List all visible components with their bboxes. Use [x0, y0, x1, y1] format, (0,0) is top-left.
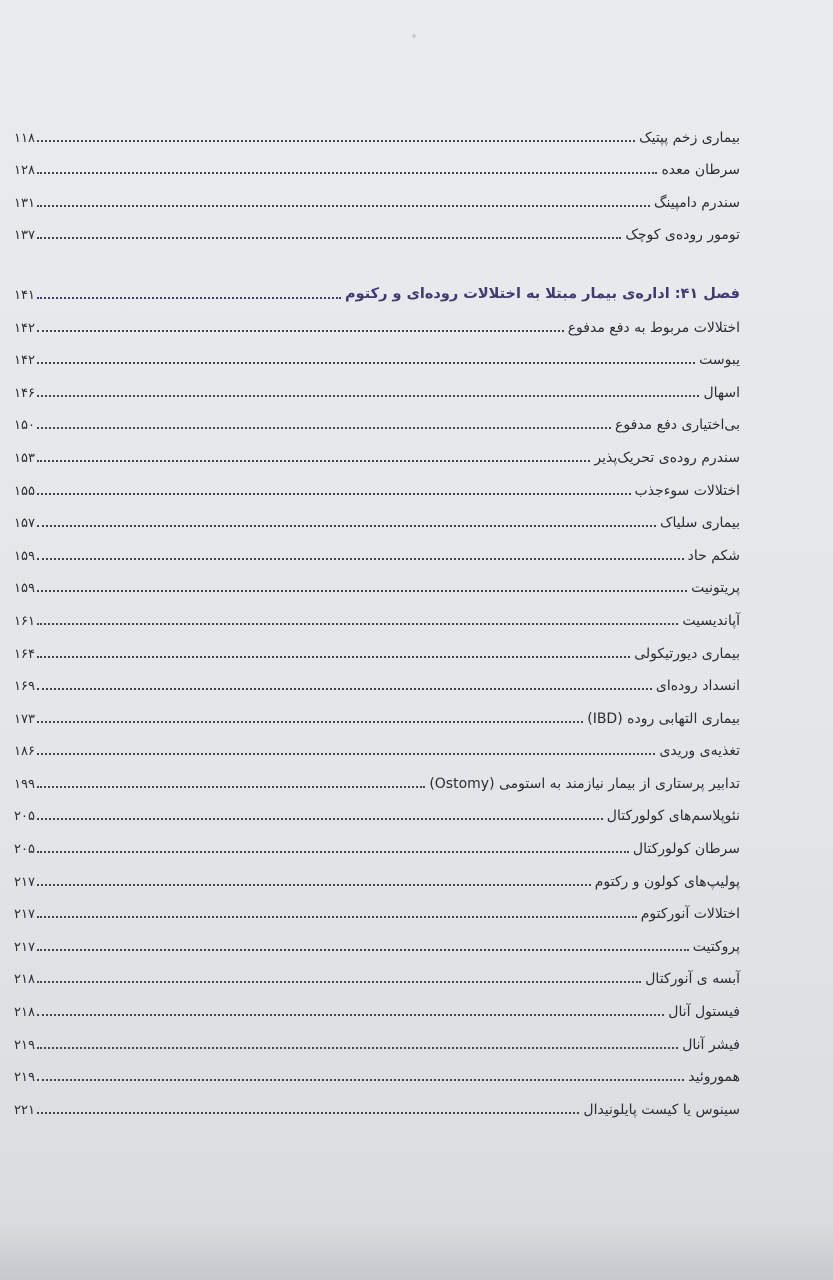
page-number: ۲۰۵	[14, 842, 35, 858]
toc-entry	[14, 856, 740, 889]
page-number: ۱۴۶	[14, 385, 35, 401]
toc-entry	[14, 661, 740, 694]
dot-leader	[37, 884, 591, 886]
page-number: ۱۵۹	[14, 581, 35, 597]
page-number: ۱۳۱	[14, 195, 35, 211]
entry-title: اسهال	[703, 384, 740, 401]
entry-title: سینوس یا کیست پایلونیدال	[583, 1101, 740, 1118]
toc-entry	[14, 210, 740, 243]
toc-entry	[14, 112, 740, 145]
toc-entry	[14, 1052, 740, 1085]
dot-leader	[37, 237, 621, 239]
entry-title: فیشر آنال	[682, 1036, 740, 1053]
entry-title: پریتونیت	[691, 580, 740, 597]
toc-entry	[14, 563, 740, 596]
dot-leader	[37, 721, 583, 723]
page-number: ۱۳۷	[14, 228, 35, 244]
page-number: ۱۶۹	[14, 679, 35, 695]
toc-entry	[14, 335, 740, 368]
page-number: ۱۵۰	[14, 418, 35, 434]
toc-entry	[14, 726, 740, 759]
dot-leader	[37, 395, 700, 397]
entry-title: اختلالات سوءجذب	[634, 482, 740, 499]
dot-leader	[37, 688, 652, 690]
dot-leader	[37, 656, 630, 658]
dot-leader	[37, 525, 656, 527]
entry-title: بی‌اختیاری دفع مدفوع	[615, 417, 740, 434]
dot-leader	[37, 590, 687, 592]
toc-entry	[14, 791, 740, 824]
page-number: ۲۰۵	[14, 809, 35, 825]
toc-entry	[14, 1084, 740, 1117]
entry-title: بیماری سلیاک	[659, 515, 740, 532]
page-number: ۱۵۷	[14, 516, 35, 532]
page-number: ۱۴۱	[14, 287, 35, 303]
dot-leader	[37, 558, 684, 560]
dot-leader	[37, 916, 637, 918]
page-number: ۲۱۹	[14, 1070, 35, 1086]
page-number: ۱۲۸	[14, 163, 35, 179]
chapter-title: فصل ۴۱: اداره‌ی بیمار مبتلا به اختلالات روده‌ای و رکتوم	[345, 286, 740, 303]
entry-title: سندرم دامپینگ	[653, 194, 740, 211]
page-number: ۲۱۷	[14, 874, 35, 890]
entry-title: سندرم روده‌ی تحریک‌پذیر	[594, 449, 740, 466]
dot-leader	[37, 949, 689, 951]
dot-leader	[37, 427, 611, 429]
page-number: ۲۱۷	[14, 907, 35, 923]
entry-title: هموروئید	[688, 1069, 740, 1086]
entry-title: آبسه ی آنورکتال	[645, 971, 740, 988]
page-number: ۱۵۹	[14, 548, 35, 564]
toc-entry	[14, 1019, 740, 1052]
toc-entry	[14, 145, 740, 178]
toc-entry	[14, 693, 740, 726]
toc-entry	[14, 758, 740, 791]
dot-leader	[37, 818, 603, 820]
dot-leader	[37, 623, 678, 625]
toc-entry	[14, 400, 740, 433]
toc-entry	[14, 823, 740, 856]
dot-leader	[37, 851, 629, 853]
dot-leader	[37, 981, 641, 983]
entry-title: اختلالات مربوط به دفع مدفوع	[567, 319, 740, 336]
toc-entry	[14, 367, 740, 400]
entry-title: یبوست	[699, 352, 740, 369]
entry-title: سرطان معده	[661, 162, 740, 179]
page-number: ۱۷۳	[14, 711, 35, 727]
page-number: ۲۲۱	[14, 1102, 35, 1118]
toc-entry	[14, 432, 740, 465]
toc-entry	[14, 889, 740, 922]
toc-entry	[14, 921, 740, 954]
dot-leader	[37, 1047, 678, 1049]
page-number: ۱۴۲	[14, 320, 35, 336]
toc-entry	[14, 530, 740, 563]
entry-title: پولیپ‌های کولون و رکتوم	[594, 873, 740, 890]
dot-leader	[37, 1079, 684, 1081]
dot-leader	[37, 493, 631, 495]
toc-entry	[14, 465, 740, 498]
dot-leader	[37, 786, 425, 788]
entry-title: اختلالات آنورکتوم	[640, 906, 740, 923]
entry-title: بیماری التهابی روده (IBD)	[587, 710, 740, 727]
toc-entry	[14, 628, 740, 661]
dot-leader	[37, 753, 656, 755]
toc-chapter-heading	[14, 269, 740, 302]
toc-entry	[14, 177, 740, 210]
page-number: ۱۵۳	[14, 450, 35, 466]
table-of-contents	[14, 112, 740, 1117]
page-number: ۲۱۹	[14, 1037, 35, 1053]
entry-title: بیماری زخم پپتیک	[639, 129, 740, 146]
dot-leader	[37, 205, 650, 207]
page-number: ۱۱۸	[14, 130, 35, 146]
entry-title: فیستول آنال	[668, 1004, 740, 1021]
entry-title: تومور روده‌ی کوچک	[625, 227, 740, 244]
entry-title: بیماری دیورتیکولی	[634, 645, 740, 662]
entry-title: نئوپلاسم‌های کولورکتال	[606, 808, 740, 825]
entry-title: تغذیه‌ی وریدی	[659, 743, 740, 760]
dot-leader	[37, 140, 635, 142]
page-number: ۲۱۸	[14, 1005, 35, 1021]
dot-leader	[37, 362, 695, 364]
toc-entry	[14, 302, 740, 335]
page-number: ۱۶۱	[14, 613, 35, 629]
page-shadow	[0, 1220, 833, 1280]
page-number: ۱۵۵	[14, 483, 35, 499]
dot-leader	[37, 460, 590, 462]
dot-leader	[37, 1014, 664, 1016]
toc-entry	[14, 498, 740, 531]
page-number: ۲۱۷	[14, 939, 35, 955]
page-number: ۱۴۲	[14, 353, 35, 369]
toc-entry	[14, 595, 740, 628]
dot-leader	[37, 330, 564, 332]
entry-title: شکم حاد	[687, 547, 740, 564]
entry-title: انسداد روده‌ای	[655, 678, 740, 695]
toc-entry	[14, 986, 740, 1019]
entry-title: سرطان کولورکتال	[632, 841, 740, 858]
dot-leader	[37, 172, 658, 174]
page-number: ۱۸۶	[14, 744, 35, 760]
page-number: ۱۹۹	[14, 776, 35, 792]
dot-leader	[37, 1112, 579, 1114]
entry-title: پروکتیت	[692, 938, 740, 955]
entry-title: تدابیر پرستاری از بیمار نیازمند به استومی (Ostomy)	[429, 775, 740, 792]
page-mark	[412, 34, 416, 38]
dot-leader	[37, 297, 341, 299]
entry-title: آپاندیسیت	[682, 612, 740, 629]
page-number: ۱۶۴	[14, 646, 35, 662]
page-number: ۲۱۸	[14, 972, 35, 988]
toc-entry	[14, 954, 740, 987]
